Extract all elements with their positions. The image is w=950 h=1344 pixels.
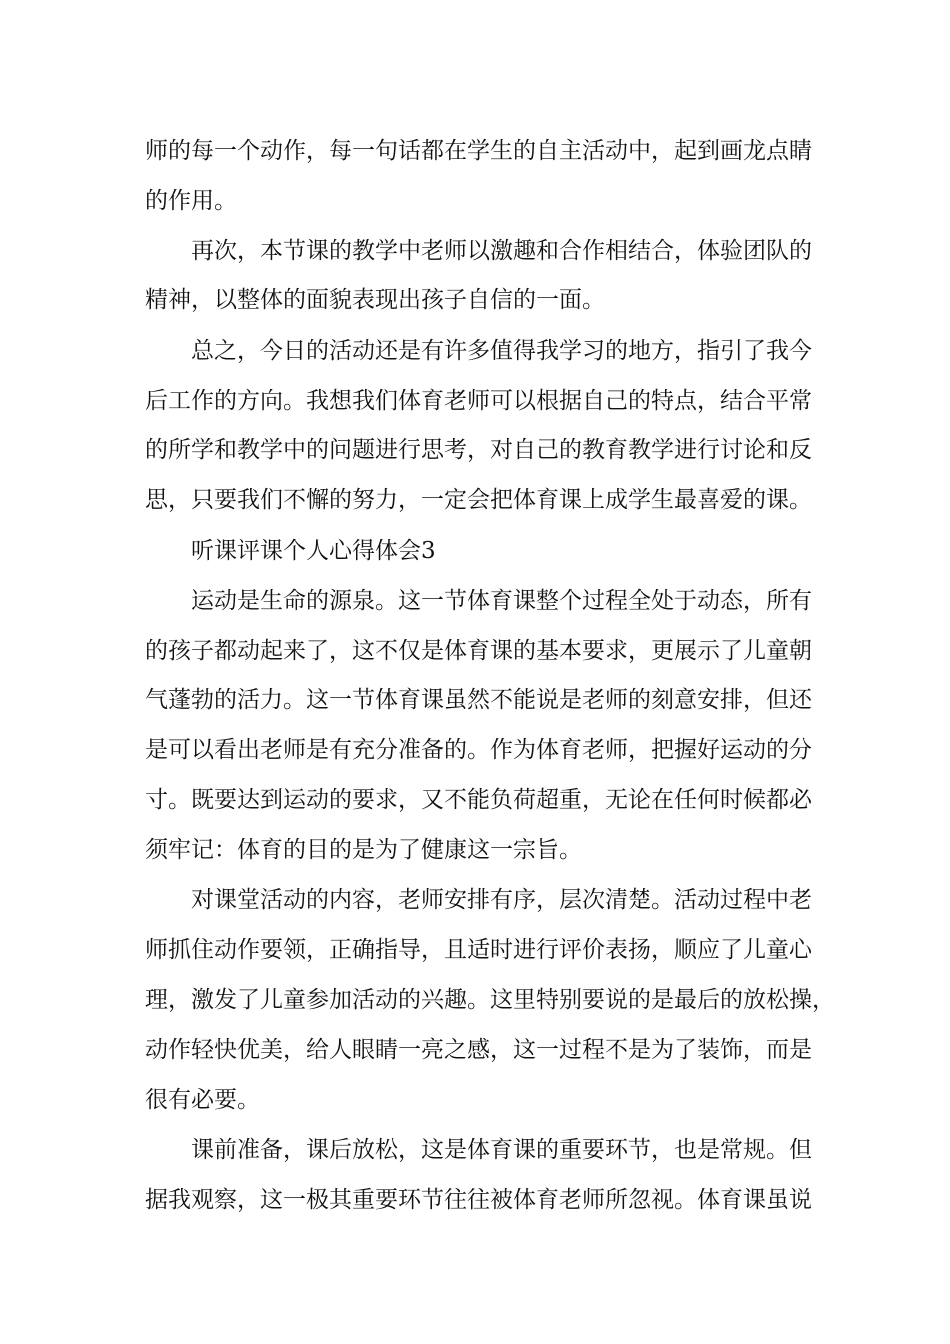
text-line: 理，激发了儿童参加活动的兴趣。这里特别要说的是最后的放松操， [145, 987, 835, 1013]
text-line: 总之，今日的活动还是有许多值得我学习的地方，指引了我今 [191, 338, 812, 364]
text-line: 后工作的方向。我想我们体育老师可以根据自己的特点，结合平常 [145, 388, 812, 414]
text-line: 动作轻快优美，给人眼睛一亮之感，这一过程不是为了装饰，而是 [145, 1037, 812, 1063]
text-line: 据我观察，这一极其重要环节往往被体育老师所忽视。体育课虽说 [145, 1187, 812, 1213]
text-line: 课前准备，课后放松，这是体育课的重要环节，也是常规。但 [191, 1137, 812, 1163]
text-line: 师抓住动作要领，正确指导，且适时进行评价表扬，顺应了儿童心 [145, 937, 812, 963]
text-line: 气蓬勃的活力。这一节体育课虽然不能说是老师的刻意安排，但还 [145, 687, 812, 713]
text-line: 很有必要。 [145, 1087, 260, 1113]
text-line: 是可以看出老师是有充分准备的。作为体育老师，把握好运动的分 [145, 737, 812, 763]
text-line: 对课堂活动的内容，老师安排有序，层次清楚。活动过程中老 [191, 887, 812, 913]
text-line: 的作用。 [145, 188, 237, 214]
text-line: 须牢记：体育的目的是为了健康这一宗旨。 [145, 837, 582, 863]
text-line: 的孩子都动起来了，这不仅是体育课的基本要求，更展示了儿童朝 [145, 638, 812, 664]
text-line: 师的每一个动作，每一句话都在学生的自主活动中，起到画龙点睛 [145, 138, 812, 164]
text-line: 的所学和教学中的问题进行思考，对自己的教育教学进行讨论和反 [145, 437, 812, 463]
section-heading: 听课评课个人心得体会3 [191, 538, 436, 564]
text-line: 再次，本节课的教学中老师以激趣和合作相结合，体验团队的 [191, 238, 812, 264]
text-line: 运动是生命的源泉。这一节体育课整个过程全处于动态，所有 [191, 588, 812, 614]
text-line: 精神，以整体的面貌表现出孩子自信的一面。 [145, 287, 605, 313]
text-line: 思，只要我们不懈的努力，一定会把体育课上成学生最喜爱的课。 [145, 487, 812, 513]
text-line: 寸。既要达到运动的要求，又不能负荷超重，无论在任何时候都必 [145, 787, 812, 813]
